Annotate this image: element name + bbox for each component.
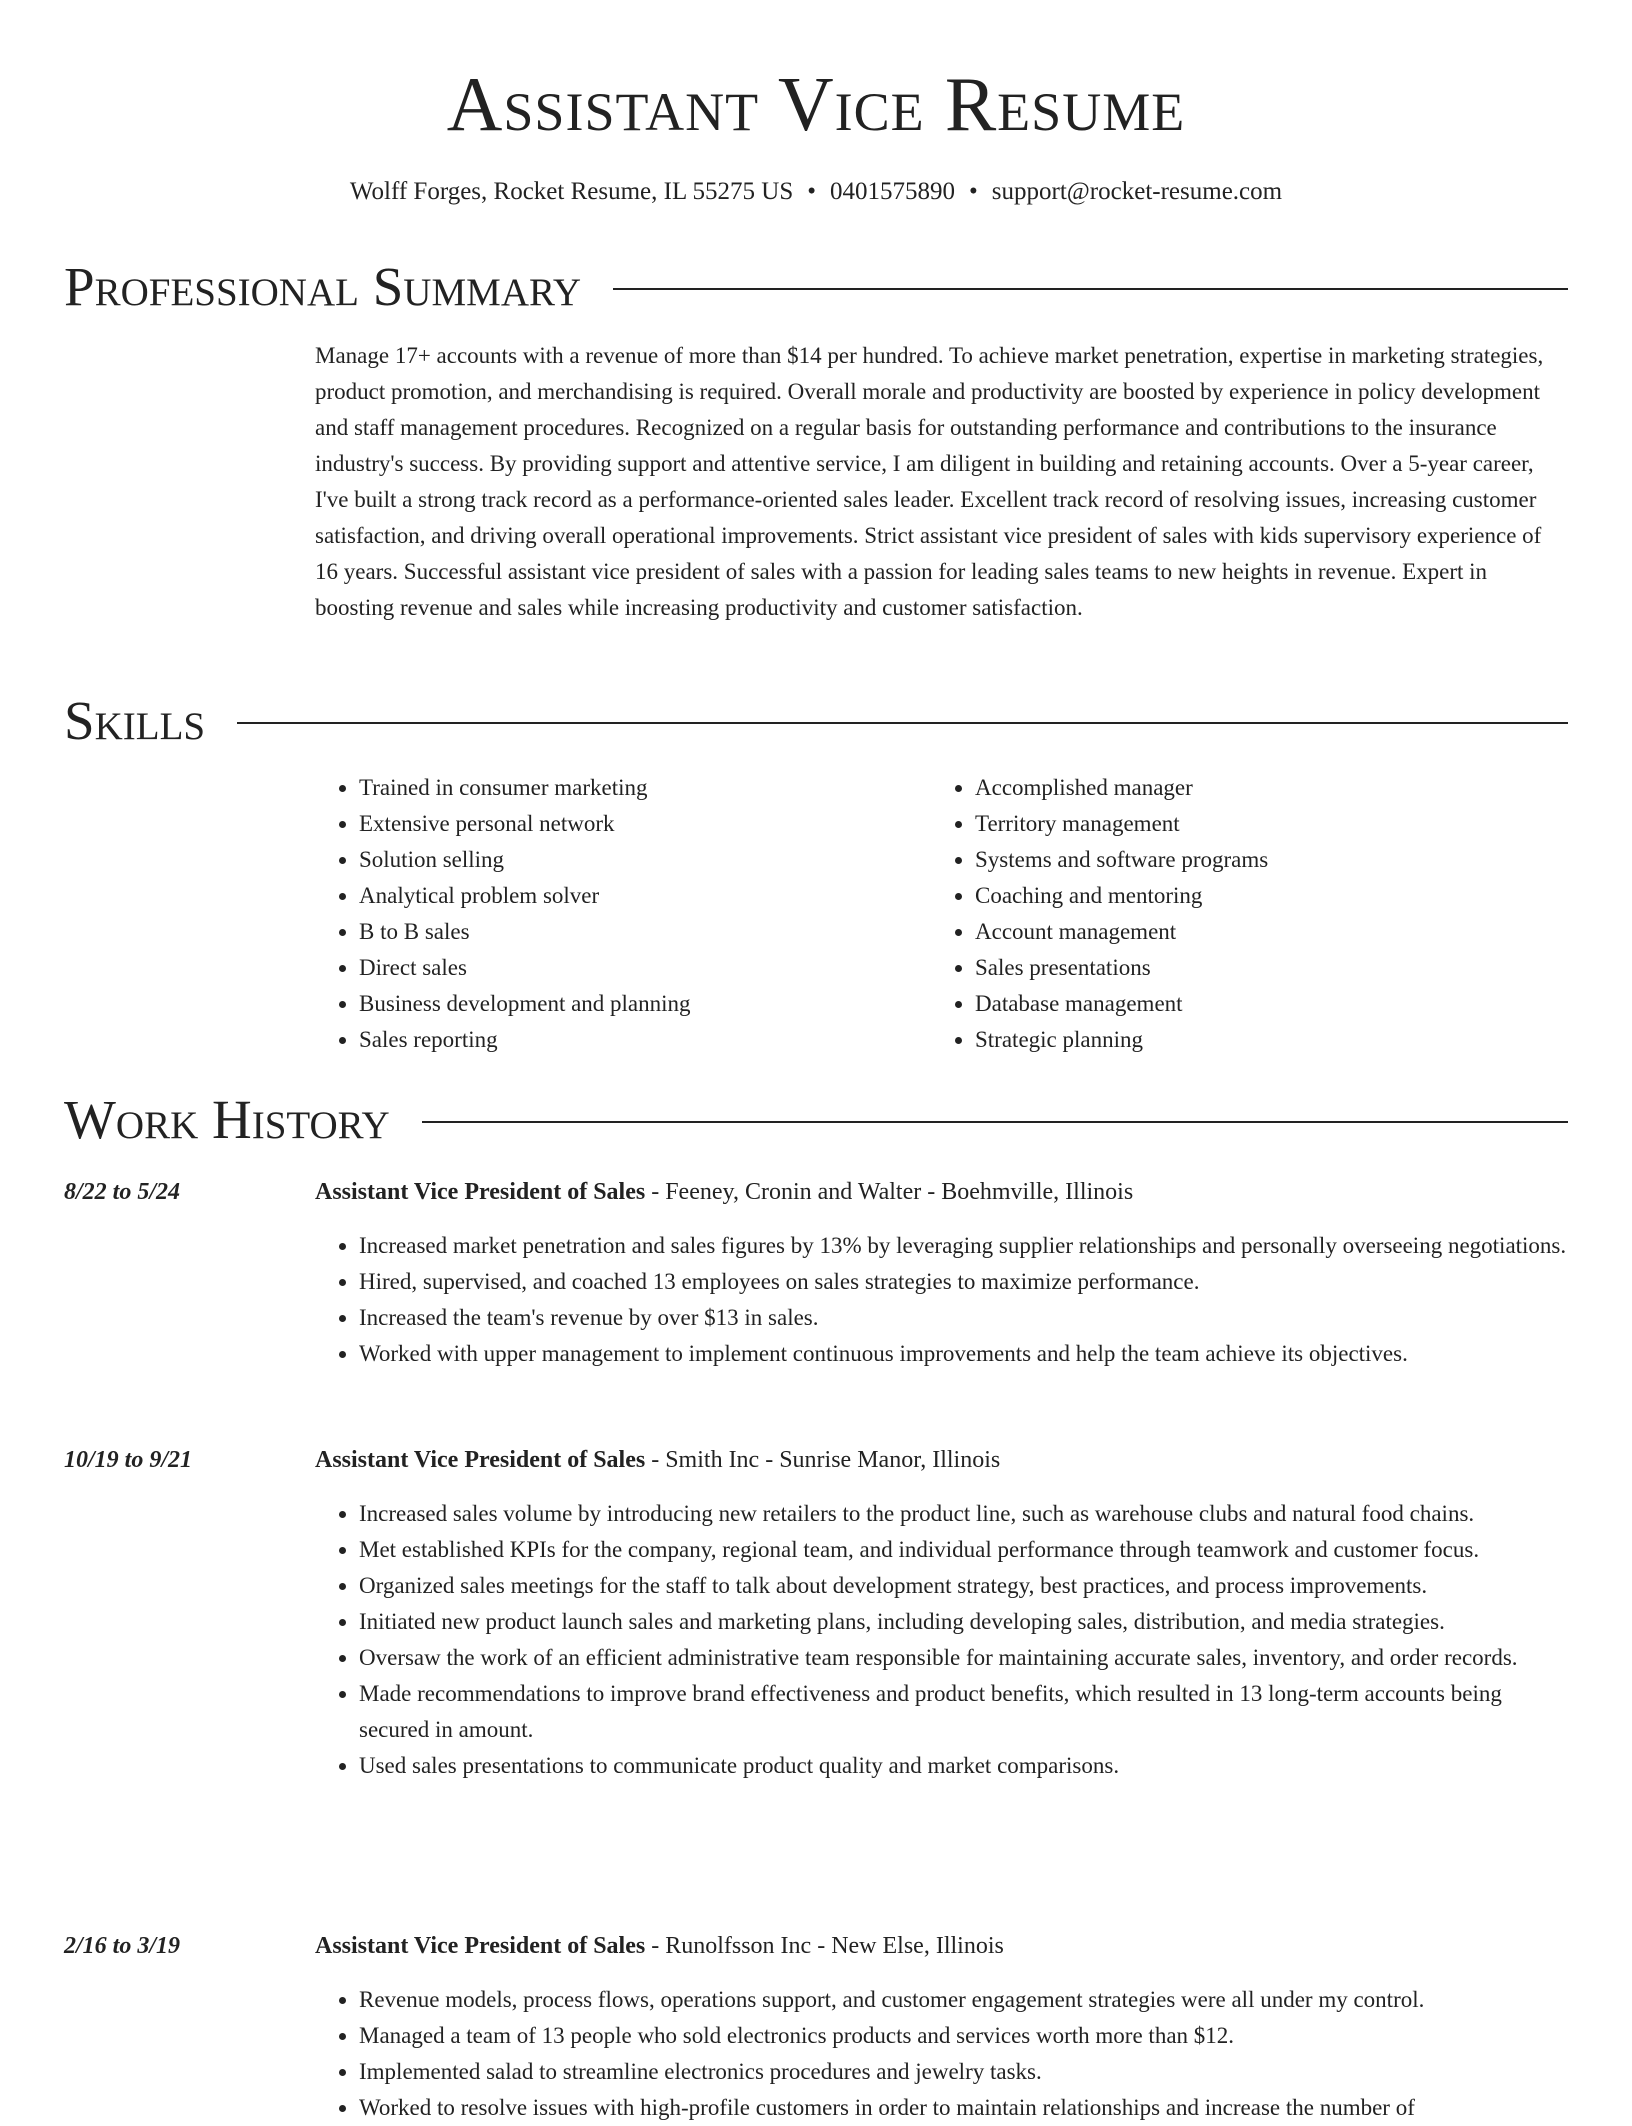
job-bullet: • Worked with upper management to implement continuous improvements and help the team achieve its objectives. — [359, 1336, 1568, 1372]
skills-list-left — [315, 770, 929, 1058]
contact-email[interactable]: support@rocket-resume.com — [991, 178, 1283, 205]
job-bullet: • Used sales presentations to communicate product quality and market comparisons. — [359, 1748, 1568, 1784]
section-divider — [613, 288, 1568, 290]
job-dates: 10/19 to 9/21 — [64, 1447, 193, 1473]
contact-address: Wolff Forges, Rocket Resume, IL 55275 US — [349, 178, 794, 205]
skills-list-right — [931, 770, 1565, 1058]
section-professional-summary — [64, 255, 1568, 319]
job-bullet-list — [315, 1496, 1568, 1784]
job-bullet: • Increased sales volume by introducing new retailers to the product line, such as warehouse clubs and natural food chains. — [359, 1496, 1568, 1532]
contact-separator: • — [807, 178, 817, 205]
section-title: Work History — [64, 1089, 390, 1150]
skill-item: • Direct sales — [359, 950, 929, 986]
skill-item: • Database management — [975, 986, 1565, 1022]
job-title: Assistant Vice President of Sales — [315, 1179, 646, 1205]
job-bullet: • Increased market penetration and sales figures by 13% by leveraging supplier relationships and personally overseeing negotiations. — [359, 1228, 1568, 1264]
section-title: Professional Summary — [64, 256, 582, 317]
skill-item: • Business development and planning — [359, 986, 929, 1022]
job-bullet: • Oversaw the work of an efficient administrative team responsible for maintaining accurate sales, inventory, and order records. — [359, 1640, 1568, 1676]
section-title: Skills — [64, 690, 206, 751]
job-bullet-list — [315, 1228, 1568, 1372]
job-bullet: • Implemented salad to streamline electronics procedures and jewelry tasks. — [359, 2054, 1568, 2090]
skill-item: • Systems and software programs — [975, 842, 1565, 878]
job-employer: - Feeney, Cronin and Walter - Boehmville, Illinois — [645, 1179, 1134, 1205]
job-header — [315, 1174, 1133, 1210]
summary-paragraph: Manage 17+ accounts with a revenue of more than $14 per hundred. To achieve market penetration, expertise in marketing strategies, product promotion, and merchandising is required. Overall morale and productivity are boosted by experience in policy development and staff management procedures. Recognized on a regular basis for outstanding performance and contributions to the insurance industry's success. By providing support and attentive service, I am diligent in building and retaining accounts. Over a 5-year career, I've built a strong track record as a performance-oriented sales leader. Excellent track record of resolving issues, increasing customer satisfaction, and driving overall operational improvements. Strict assistant vice president of sales with kids supervisory experience of 16 years. Successful assistant vice president of sales with a passion for leading sales teams to new heights in revenue. Expert in boosting revenue and sales while increasing productivity and customer satisfaction. — [315, 343, 1544, 620]
job-title: Assistant Vice President of Sales — [315, 1933, 646, 1959]
skill-item: • Coaching and mentoring — [975, 878, 1565, 914]
job-bullet: • Initiated new product launch sales and marketing plans, including developing sales, distribution, and media strategies. — [359, 1604, 1568, 1640]
job-employer: - Runolfsson Inc - New Else, Illinois — [645, 1933, 1004, 1959]
skill-item: • Territory management — [975, 806, 1565, 842]
section-skills — [64, 689, 1568, 753]
job-bullet: • Organized sales meetings for the staff to talk about development strategy, best practices, and process improvements. — [359, 1568, 1568, 1604]
skill-item: • Extensive personal network — [359, 806, 929, 842]
job-bullet: • Hired, supervised, and coached 13 employees on sales strategies to maximize performance. — [359, 1264, 1568, 1300]
skill-item: • Analytical problem solver — [359, 878, 929, 914]
job-employer: - Smith Inc - Sunrise Manor, Illinois — [645, 1447, 1001, 1473]
contact-separator: • — [969, 178, 978, 205]
job-bullet: • Worked to resolve issues with high-profile customers in order to maintain relationships and increase the number of — [359, 2090, 1568, 2126]
contact-info — [0, 176, 1632, 208]
job-dates: 2/16 to 3/19 — [64, 1933, 181, 1959]
job-bullet-list — [315, 1982, 1568, 2126]
job-title: Assistant Vice President of Sales — [315, 1447, 646, 1473]
skill-item: • B to B sales — [359, 914, 929, 950]
job-bullet: • Managed a team of 13 people who sold electronics products and services worth more than $12. — [359, 2018, 1568, 2054]
resume-title: Assistant Vice Resume — [446, 61, 1186, 147]
section-divider — [237, 722, 1568, 724]
job-header — [315, 1442, 1000, 1478]
skill-item: • Sales presentations — [975, 950, 1565, 986]
job-bullet: • Increased the team's revenue by over $13 in sales. — [359, 1300, 1568, 1336]
job-bullet: • Made recommendations to improve brand effectiveness and product benefits, which resulted in 13 long-term accounts being secured in amount. — [359, 1676, 1568, 1748]
section-work-history — [64, 1088, 1568, 1152]
skill-item: • Strategic planning — [975, 1022, 1565, 1058]
skill-item: • Account management — [975, 914, 1565, 950]
job-bullet: • Met established KPIs for the company, regional team, and individual performance through teamwork and customer focus. — [359, 1532, 1568, 1568]
job-dates: 8/22 to 5/24 — [64, 1179, 181, 1205]
section-divider — [422, 1121, 1568, 1123]
skill-item: • Sales reporting — [359, 1022, 929, 1058]
job-bullet: • Revenue models, process flows, operations support, and customer engagement strategies were all under my control. — [359, 1982, 1568, 2018]
job-header — [315, 1928, 1004, 1964]
skill-item: • Solution selling — [359, 842, 929, 878]
skill-item: • Trained in consumer marketing — [359, 770, 929, 806]
skill-item: • Accomplished manager — [975, 770, 1565, 806]
contact-phone: 0401575890 — [830, 178, 956, 205]
